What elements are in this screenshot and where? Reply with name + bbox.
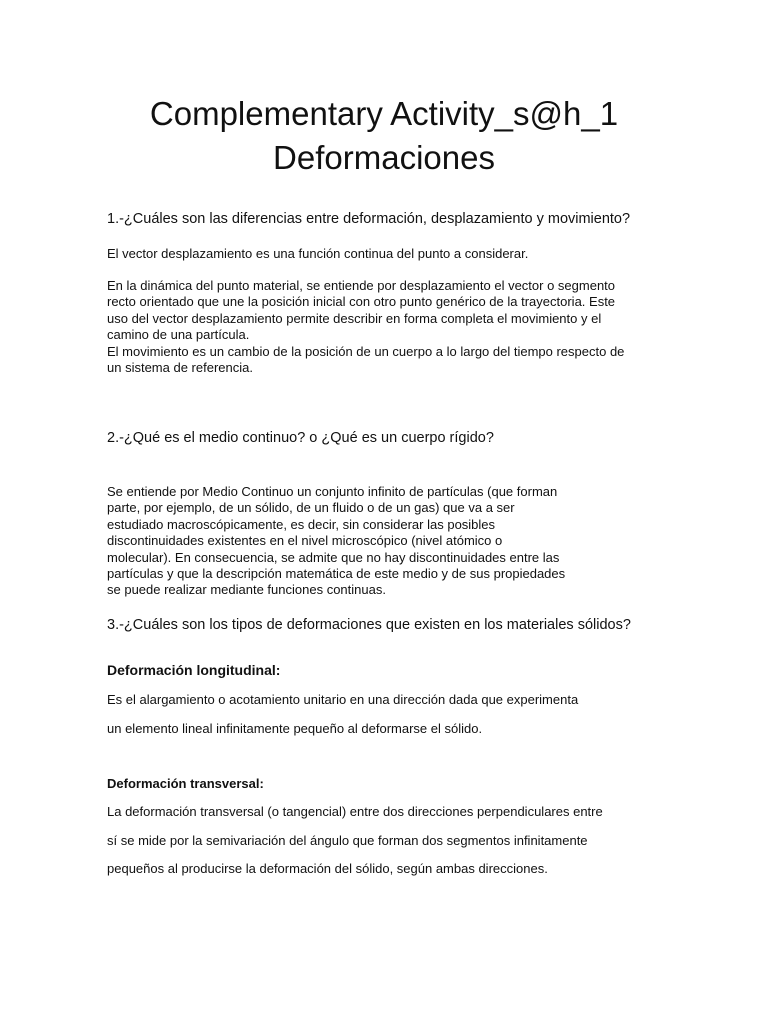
answer-2-body bbox=[107, 484, 707, 599]
answer-1-body bbox=[107, 278, 707, 376]
answer-1-intro: El vector desplazamiento es una función continua del punto a considerar. bbox=[107, 246, 529, 261]
answer-2-line: parte, por ejemplo, de un sólido, de un fluido o de un gas) que va a ser bbox=[107, 500, 515, 516]
transversal-line: sí se mide por la semivariación del ángulo que forman dos segmentos infinitamente bbox=[107, 832, 588, 848]
answer-2-line: estudiado macroscópicamente, es decir, sin considerar las posibles bbox=[107, 516, 496, 532]
transversal-line: La deformación transversal (o tangencial) entre dos direcciones perpendiculares entre bbox=[107, 804, 603, 819]
question-1: 1.-¿Cuáles son las diferencias entre deformación, desplazamiento y movimiento? bbox=[107, 211, 631, 227]
answer-1-line: El movimiento es un cambio de la posición de un cuerpo a lo largo del tiempo respecto de bbox=[107, 343, 625, 359]
question-3: 3.-¿Cuáles son los tipos de deformaciones que existen en los materiales sólidos? bbox=[107, 617, 631, 633]
transversal-line: pequeños al producirse la deformación del sólido, según ambas direcciones. bbox=[107, 861, 548, 876]
answer-1-line: uso del vector desplazamiento permite describir en forma completa el movimiento y el bbox=[107, 310, 602, 326]
document-subtitle: Deformaciones bbox=[273, 139, 495, 176]
document-title: Complementary Activity_s@h_1 bbox=[149, 95, 619, 132]
answer-2-line: Se entiende por Medio Continuo un conjunto infinito de partículas (que forman bbox=[107, 484, 558, 499]
answer-1-line: un sistema de referencia. bbox=[107, 360, 253, 376]
longitudinal-line: un elemento lineal infinitamente pequeño al deformarse el sólido. bbox=[107, 720, 483, 736]
transversal-heading: Deformación transversal: bbox=[107, 776, 264, 791]
longitudinal-body bbox=[107, 686, 707, 743]
answer-2-line: se puede realizar mediante funciones continuas. bbox=[107, 582, 386, 598]
question-2: 2.-¿Qué es el medio continuo? o ¿Qué es un cuerpo rígido? bbox=[107, 430, 494, 446]
transversal-body bbox=[107, 798, 707, 884]
answer-1-line: camino de una partícula. bbox=[107, 327, 250, 343]
answer-2-line: molecular). En consecuencia, se admite que no hay discontinuidades entre las bbox=[107, 549, 560, 565]
longitudinal-heading: Deformación longitudinal: bbox=[107, 662, 281, 678]
answer-1-line: recto orientado que une la posición inicial con otro punto genérico de la trayectoria. Este bbox=[107, 294, 616, 310]
answer-2-line: discontinuidades existentes en el nivel microscópico (nivel atómico o bbox=[107, 533, 503, 549]
longitudinal-line: Es el alargamiento o acotamiento unitario en una dirección dada que experimenta bbox=[107, 692, 579, 707]
answer-1-line: En la dinámica del punto material, se entiende por desplazamiento el vector o segmento bbox=[107, 278, 616, 293]
answer-2-line: partículas y que la descripción matemática de este medio y de sus propiedades bbox=[107, 566, 566, 582]
